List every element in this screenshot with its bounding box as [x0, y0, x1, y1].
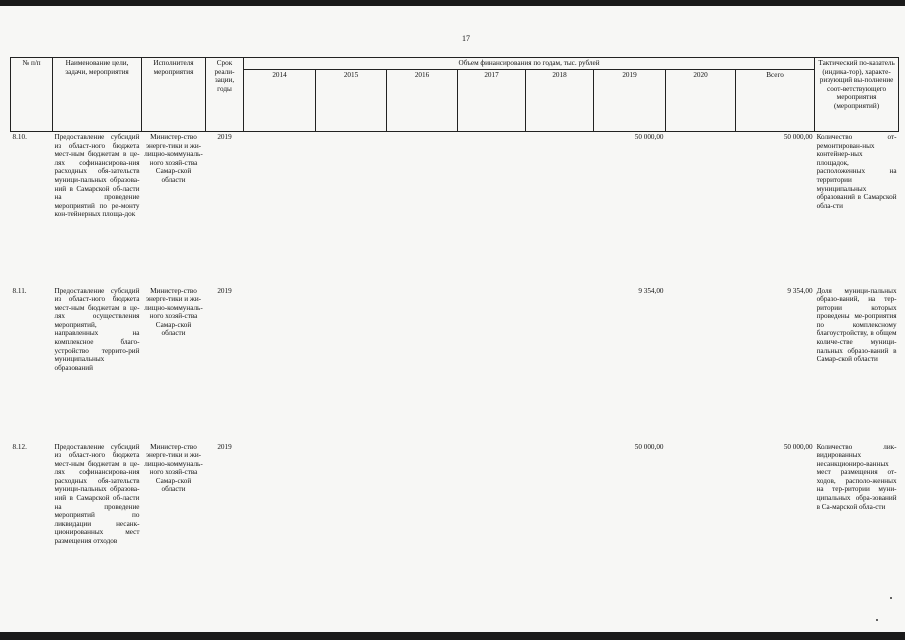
- row-value: [458, 132, 526, 286]
- header-indicator: Тактический по-казатель (индика-тор), характе-ризующий вы-полнение соот-ветствующего мероприятия (мероприятий): [815, 58, 899, 132]
- header-total: Всего: [736, 70, 815, 132]
- row-value: [244, 286, 316, 442]
- row-term: 2019: [217, 286, 232, 295]
- scan-speck: [890, 597, 892, 599]
- funding-table: [10, 57, 899, 579]
- row-value: [458, 286, 526, 442]
- row-value: [458, 442, 526, 579]
- row-value-2019: 9 354,00: [638, 286, 664, 295]
- row-term: 2019: [217, 133, 232, 141]
- bottom-scan-border: [0, 632, 905, 640]
- table-row: [11, 286, 899, 442]
- header-year: 2016: [387, 70, 458, 132]
- row-value-total: 50 000,00: [783, 133, 813, 141]
- row-name: Предоставление субсидий из област-ного бюджета мест-ным бюджетам в це-лях осуществления мероприятий, направленных на комплексное благо-устройство террито-рий муниципальных образований: [54, 286, 140, 372]
- header-year: 2015: [316, 70, 387, 132]
- row-name: Предоставление субсидий из област-ного бюджета мест-ным бюджетам в це-лях софинансирова-ния расходных обя-зательств муници-пальных образова-ний в Самарской об-ласти на проведение мероприятий по ре-монту кон-тейнерных площа-док: [54, 133, 140, 219]
- row-value: [526, 132, 594, 286]
- row-term: 2019: [217, 442, 232, 451]
- row-value: [387, 132, 458, 286]
- row-indicator: Количество лик-видированных несанкциониро-ванных мест размещения от-ходов, располо-женных на тер-ритории муни-ципальных обра-зований в Са-марской обла-сти: [816, 442, 897, 511]
- row-name: Предоставление субсидий из област-ного бюджета мест-ным бюджетам в це-лях софинансирова-ния расходных обя-зательств муници-пальных образова-ний в Самарской об-ласти на проведение мероприятий по ликвидации несанк-ционированных мест размещения отходов: [54, 442, 140, 546]
- row-num: 8.11.: [12, 286, 27, 295]
- header-year: 2014: [244, 70, 316, 132]
- row-value: [666, 442, 736, 579]
- row-value-2019: 50 000,00: [634, 442, 664, 451]
- header-executor: Исполнителя мероприятия: [142, 58, 206, 132]
- row-value: [387, 442, 458, 579]
- header-funding: Объем финансирования по годам, тыс. рублей: [244, 58, 815, 70]
- header-name: Наименование цели, задачи, мероприятия: [53, 58, 142, 132]
- header-year: 2019: [594, 70, 666, 132]
- header-year: 2020: [666, 70, 736, 132]
- row-value: [387, 286, 458, 442]
- row-value: [316, 132, 387, 286]
- top-scan-border: [0, 0, 905, 6]
- row-value-2019: 50 000,00: [634, 133, 664, 141]
- row-value: [526, 286, 594, 442]
- row-value: [666, 286, 736, 442]
- header-term: Срок реали-зации, годы: [206, 58, 244, 132]
- row-num: 8.12.: [12, 442, 27, 451]
- row-executor: Министер-ство энерге-тики и жи-лищно-коммуналь-ного хозяй-ства Самар-ской области: [144, 133, 203, 184]
- table-row: [11, 442, 899, 579]
- scan-speck: [876, 619, 878, 621]
- row-executor: Министер-ство энерге-тики и жи-лищно-коммуналь-ного хозяй-ства Самар-ской области: [144, 442, 203, 494]
- header-num: № п/п: [11, 58, 53, 132]
- row-value: [316, 442, 387, 579]
- row-indicator: Доля муници-пальных образо-ваний, на тер-ритории которых проведены ме-роприятия по комплексному благоустройству, в общем количе-стве муници-пальных образо-ваний в Самар-ской области: [816, 286, 897, 364]
- header-year: 2018: [526, 70, 594, 132]
- row-value: [666, 132, 736, 286]
- header-year: 2017: [458, 70, 526, 132]
- row-value-total: 50 000,00: [783, 442, 813, 451]
- row-value: [244, 442, 316, 579]
- table-row: [11, 132, 899, 286]
- row-executor: Министер-ство энерге-тики и жи-лищно-коммуналь-ного хозяй-ства Самар-ской области: [144, 286, 203, 338]
- row-value-total: 9 354,00: [787, 286, 813, 295]
- row-value: [526, 442, 594, 579]
- row-value: [244, 132, 316, 286]
- page-number: 17: [462, 34, 470, 43]
- row-num: 8.10.: [12, 133, 27, 141]
- row-value: [316, 286, 387, 442]
- row-indicator: Количество от-ремонтирован-ных контейнер-ных площадок, расположенных на территории муниципальных образований в Самарской обла-сти: [816, 133, 897, 210]
